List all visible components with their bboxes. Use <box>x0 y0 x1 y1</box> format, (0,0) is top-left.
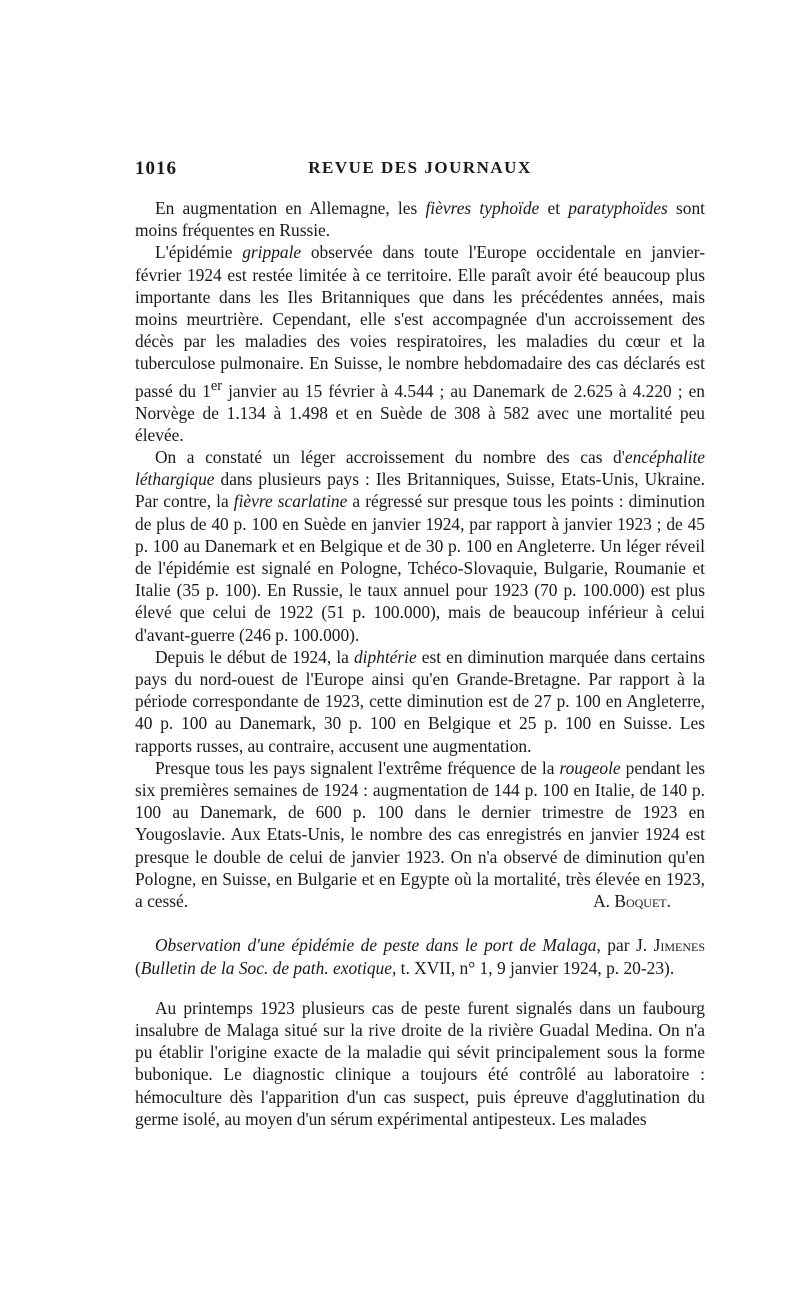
superscript: er <box>210 377 223 394</box>
text-run: Presque tous les pays signalent l'extrême fréquence de la <box>155 757 560 778</box>
page-number: 1016 <box>135 158 177 179</box>
page-header <box>135 158 705 184</box>
text-run: ( <box>135 957 141 978</box>
paragraph-encephalite-scarlatine <box>135 446 705 646</box>
article-body <box>135 197 705 1130</box>
italic-term: encéphalite léthargique <box>135 447 705 490</box>
paragraph-rougeole <box>135 757 705 912</box>
text-run: sont moins fréquentes en Russie. <box>135 198 705 241</box>
paragraph-grippe <box>135 241 705 446</box>
running-title: REVUE DES JOURNAUX <box>308 158 532 177</box>
italic-term: fièvre scarlatine <box>233 491 348 512</box>
article-reference <box>135 934 705 978</box>
paragraph-peste-malaga <box>135 997 705 1130</box>
text-run: janvier au 15 février à 4.544 ; au Danemark de 2.625 à 4.220 ; en Norvège de 1.134 à 1.498 et en Suède de 308 à 582 avec une mortalité peu élevée. <box>135 380 706 445</box>
paragraph-diphterie <box>135 646 705 757</box>
italic-term: rougeole <box>559 757 621 778</box>
italic-term: fièvres typhoïde <box>425 198 540 218</box>
italic-term: grippale <box>242 242 302 263</box>
italic-term: Bulletin de la Soc. de path. exotique <box>140 957 392 978</box>
text-run: est en diminution marquée dans certains pays du nord-ouest de l'Europe ainsi qu'en Grande-Bretagne. Par rapport à la période correspondante de 1923, cette diminution est de 27 p. 100 en Angleterre, 40 p. 100 au Danemark, 30 p. 100 en Belgique et 25 p. 100 en Suisse. Les rapports russes, au contraire, accusent une augmentation. <box>135 646 705 756</box>
text-run: observée dans toute l'Europe occidentale en janvier-février 1924 est restée limitée à ce territoire. Elle paraît avoir été beaucoup plus importante dans les Iles Britanniques que dans les précédentes années, mais moins meurtrière. Cependant, elle s'est accompagnée d'un accroissement des décès par les maladies des voies respiratoires, les maladies du cœur et la tuberculose pulmonaire. En Suisse, le nombre hebdomadaire des cas déclarés est passé du 1 <box>135 242 705 401</box>
text-run: dans plusieurs pays : Iles Britanniques, Suisse, Etats-Unis, Ukraine. Par contre, la <box>135 469 705 512</box>
text-run: a régressé sur presque tous les points : diminution de plus de 40 p. 100 en Suède en janvier 1924, par rapport à janvier 1923 ; de 45 p. 100 au Danemark et en Belgique et de 30 p. 100 en Angleterre. Un léger réveil de l'épidémie est signalé en Pologne, Tchéco-Slovaquie, Bulgarie, Roumanie et Italie (35 p. 100). En Russie, le taux annuel pour 1923 (70 p. 100.000) est plus élevé que celui de 1922 (51 p. 100.000), mais de beaucoup inférieur à celui d'avant-guerre (246 p. 100.000). <box>135 491 705 645</box>
text-run: L'épidémie <box>155 242 243 263</box>
text-run: pendant les six premières semaines de 1924 : augmentation de 144 p. 100 en Italie, de 140 p. 100 au Danemark, de 600 p. 100 dans le dernier trimestre de 1923 en Yougoslavie. Aux Etats-Unis, le nombre des cas enregistrés en janvier 1924 est presque le double de celui de janvier 1923. On n'a observé de diminution qu'en Pologne, en Suisse, en Bulgarie et en Egypte où la mortalité, très élevée en 1923, a cessé. <box>135 757 705 912</box>
text-run: et <box>539 198 569 218</box>
author-signature: A. Boquet. <box>593 891 671 912</box>
text-run: , par J. <box>596 935 654 956</box>
italic-term: paratyphoïdes <box>568 198 668 218</box>
italic-term: diphtérie <box>353 646 417 667</box>
text-run: Au printemps 1923 plusieurs cas de peste furent signalés dans un faubourg insalubre de Malaga situé sur la rive droite de la rivière Guadal Medina. On n'a pu établir l'origine exacte de la maladie qui sévit principalement sous la forme bubonique. Le diagnostic clinique a toujours été contrôlé au laboratoire : hémoculture dès l'apparition d'un cas suspect, puis épreuve d'agglutination du germe isolé, au moyen d'un sérum expérimental antipesteux. Les malades <box>135 997 705 1129</box>
author-name: Jimenes <box>653 935 705 956</box>
text-run: , t. XVII, n° 1, 9 janvier 1924, p. 20-23). <box>391 957 675 978</box>
italic-term: Observation d'une épidémie de peste dans le port de Malaga <box>155 935 597 956</box>
text-run: Depuis le début de 1924, la <box>155 646 354 667</box>
paragraph-typhoid <box>135 197 705 241</box>
text-run: On a constaté un léger accroissement du nombre des cas d' <box>155 447 625 468</box>
text-run: En augmentation en Allemagne, les <box>155 198 426 218</box>
